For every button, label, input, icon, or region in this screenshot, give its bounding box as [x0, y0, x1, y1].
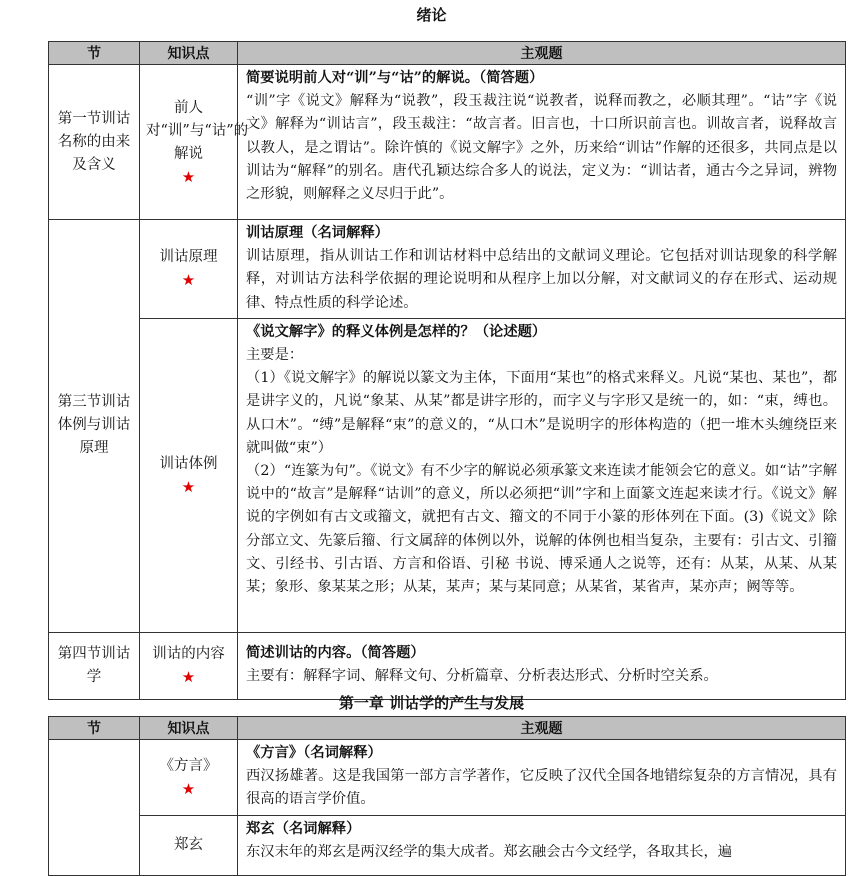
subjective-cell [238, 220, 846, 319]
table-row [49, 318, 846, 632]
intro-header-row [49, 42, 846, 65]
answer-text: （1）《说文解字》的解说以篆文为主体，下面用“某也”的格式来释义。凡说“某也、某也”，都是讲字义的，凡说“象某、从某”都是讲字形的，而字义与字形又是统一的，如：“束，缚也。从口木”。“缚”是解释“束”的意义的，“从口木”是说明字的形体构造的（把一堆木头缠绕臣来就叫做“束”） [246, 370, 837, 456]
subjective-cell [238, 632, 846, 699]
answer-text: “训”字《说文》解释为“说教”，段玉裁注说“说教者，说释而教之，必顺其理”。“诂”字《说文》解释为“训诂言”，段玉裁注：“故言者。旧言也，十口所识前言也。训故言者，说释故言以教人，是之谓诂”。除许慎的《说文解字》之外，历来给“训诂”作解的还很多，共同点是以训诂为“解释”的别名。唐代孔颖达综合多人的说法，定义为：“训诂者，通古今之异词，辨物之形貌，则解释之义尽归于此”。 [246, 93, 837, 203]
point-label: 训诂原理 [159, 249, 218, 266]
point-label: 训诂的内容 [152, 646, 225, 663]
star-icon: ★ [181, 271, 196, 290]
star-icon: ★ [181, 477, 196, 496]
point-label: 《方言》 [159, 757, 218, 774]
table-row [49, 632, 846, 699]
star-icon: ★ [181, 167, 196, 186]
point-cell [140, 65, 249, 220]
answer-text: 训诂原理，指从训诂工作和训诂材料中总结出的文献词义理论。它包括对训诂现象的科学解释，对训诂方法科学依据的理论说明和从程序上加以分解，对文献词义的存在形式、运动规律、特点性质的科学论述。 [246, 248, 837, 311]
star-icon: ★ [181, 668, 196, 687]
point-label: 郑玄 [174, 836, 203, 853]
header-subjective: 主观题 [238, 42, 846, 65]
chapter1-header-row [49, 717, 846, 740]
section-cell [49, 740, 140, 876]
section-cell: 第三节训诂体例与训诂原理 [49, 220, 140, 633]
header-section: 节 [49, 717, 140, 740]
point-cell [140, 220, 238, 319]
answer-text: 主要有：解释字词、解释文句、分析篇章、分析表达形式、分析时空关系。 [246, 668, 718, 685]
answer-text: （2）“连篆为句”。《说文》有不少字的解说必须承篆文来连读才能领会它的意义。如“诂”字解说中的“故言”是解释“诂训”的意义，所以必须把“训”字和上面篆文连起来读才行。《说文》解说的字例如有古文或籀文，就把有古文、籀文的不同于小篆的形体列在下面。(3)《说文》除分部立文、先篆后籀、行文属辞的体例以外，说解的体例也相当复杂，主要有：引古文、引籀文、引经书、引古语、方言和俗语、引秘 书说、博采通人之说等，还有：从某，从某、从某某；象形、象某某之形；从某，某声；某与某同意；从某省，某省声，某亦声；阙等等。 [246, 463, 837, 596]
subjective-cell [238, 318, 846, 632]
header-subjective: 主观题 [238, 717, 846, 740]
point-cell [140, 632, 238, 699]
point-label: 前人对“训”与“诂”的解说 [146, 99, 249, 162]
section-cell: 第四节训诂学 [49, 632, 140, 699]
table-row [49, 740, 846, 816]
subjective-cell [238, 815, 846, 875]
table-row [49, 815, 846, 875]
subjective-cell [238, 65, 846, 220]
answer-text: 主要是： [246, 347, 304, 364]
intro-title: 绪论 [416, 6, 447, 24]
table-row [49, 65, 846, 220]
point-cell [140, 740, 238, 816]
section-cell: 第一节训诂名称的由来及含义 [49, 65, 140, 220]
chapter1-title: 第一章 训诂学的产生与发展 [338, 694, 525, 712]
header-point: 知识点 [140, 717, 238, 740]
intro-table [48, 41, 846, 700]
subjective-cell [238, 740, 846, 816]
table-row [49, 220, 846, 319]
point-label: 训诂体例 [159, 455, 218, 472]
star-icon: ★ [181, 779, 196, 798]
question-text: 《说文解字》的释义体例是怎样的？（论述题） [246, 323, 547, 340]
answer-text: 东汉末年的郑玄是两汉经学的集大成者。郑玄融会古今文经学，各取其长，遍 [246, 843, 733, 860]
question-text: 简述训诂的内容。（简答题） [246, 645, 425, 662]
header-point: 知识点 [140, 42, 238, 65]
point-cell [140, 815, 238, 875]
answer-text: 西汉扬雄著。这是我国第一部方言学著作，它反映了汉代全国各地错综复杂的方言情况，具有很高的语言学价值。 [246, 768, 837, 808]
question-text: 郑玄（名词解释） [246, 820, 361, 837]
question-text: 简要说明前人对“训”与“诂”的解说。（简答题） [246, 70, 544, 86]
header-section: 节 [49, 42, 140, 65]
point-cell [140, 318, 238, 632]
question-text: 训诂原理（名词解释） [246, 225, 389, 241]
question-text: 《方言》（名词解释） [246, 745, 382, 761]
